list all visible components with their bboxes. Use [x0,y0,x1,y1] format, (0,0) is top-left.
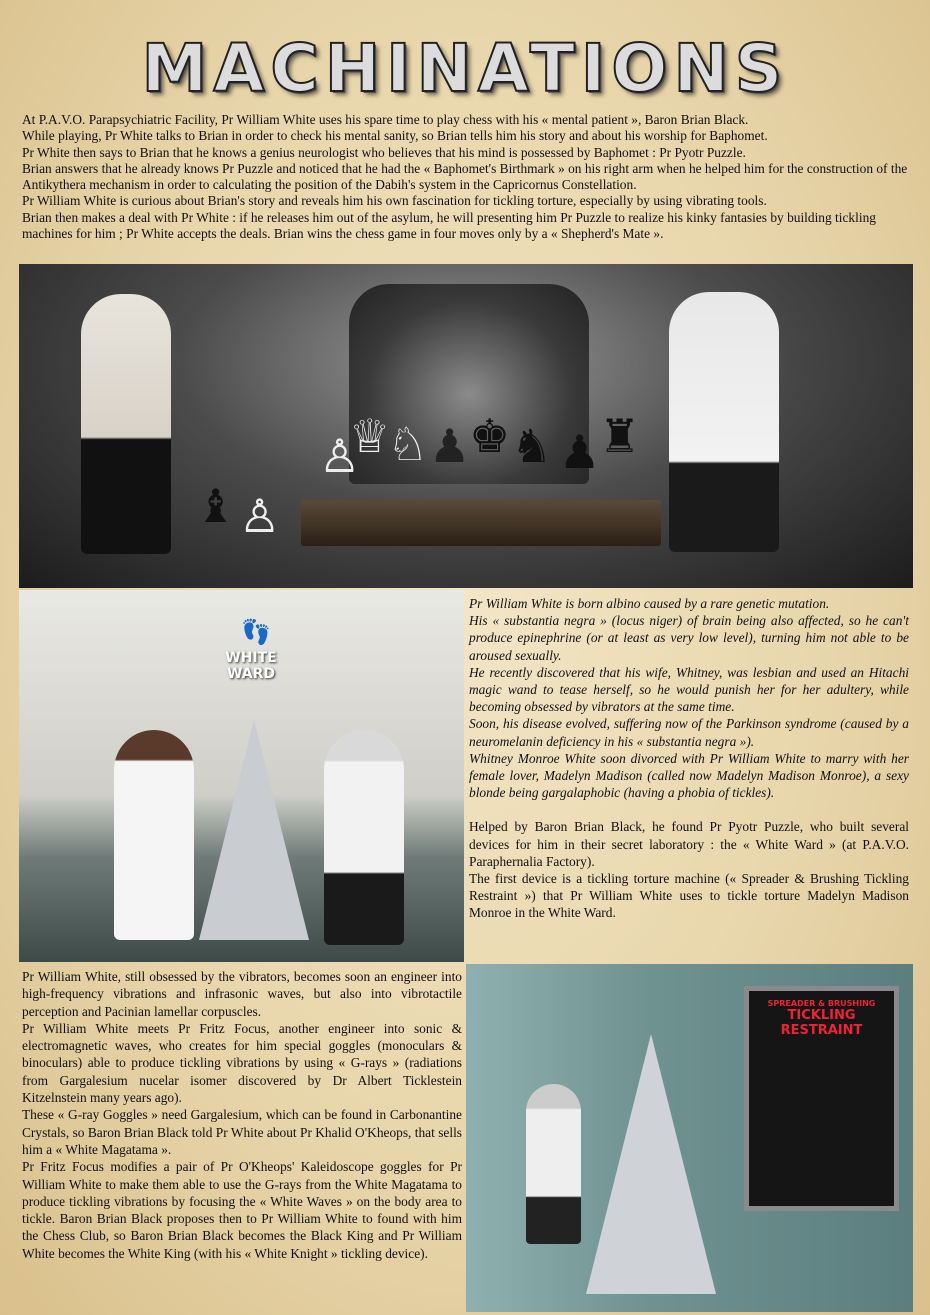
white-ward-sign: WHITE WARD [225,650,277,682]
chess-piece-icon: ♘ [387,419,429,470]
page-title: MACHINATIONS [141,30,789,107]
side-paragraph: Pr William White is born albino caused by a rare genetic mutation. [469,596,830,611]
bottom-paragraph: These « G-ray Goggles » need Gargalesium, which can be found in Carbonantine Crystals, so Baron Brian Black told Pr White about Pr Khalid O'Kheops, that sells him a « White Magatama ». [22,1107,462,1157]
chess-scene-image [19,264,913,588]
intro-paragraph: Pr William White is curious about Brian's story and reveals him his own fascination for tickling torture, especially by using vibrating tools. [22,193,767,209]
chess-piece-icon: ♙ [319,431,361,482]
bottom-paragraph: Pr William White, still obsessed by the vibrators, becomes soon an engineer into high-frequency vibrations and infrasonic waves, but also into vibrotactile perception and Pacinian lamellar corpuscles. [22,969,462,1019]
side-text [469,595,909,922]
white-ward-image [19,590,464,962]
chess-piece-icon: ♟ [429,421,471,472]
intro-paragraph: At P.A.V.O. Parapsychiatric Facility, Pr William White uses his spare time to play chess with his « mental patient », Baron Brian Black. [22,112,749,127]
professor-figure [526,1084,581,1244]
bottom-paragraph: Pr Fritz Focus modifies a pair of Pr O'Kheops' Kaleidoscope goggles for Pr William White to make them able to use the G-rays from the White Magatama to produce tickling vibrations by focusing the « White Waves » on the body area to tickle. Baron Brian Black proposes then to Pr William White to found with him the Chess Club, so Baron Brian Black becomes the Black King and Pr William White becomes the White King (with his « White Knight » tickling device). [22,1159,462,1261]
white-coat-figure [669,292,779,552]
side-paragraph: Helped by Baron Brian Black, he found Pr Pyotr Puzzle, who built several devices for him in their secret laboratory : the « White Ward » (at P.A.V.O. Paraphernalia Factory). [469,819,909,869]
restraint-poster [744,986,899,1211]
intro-paragraph: Brian answers that he already knows Pr Puzzle and noticed that he had the « Baphomet's Birthmark » on his right arm when he helped him for the construction of the Antikythera mechanism in order to calculating the position of the Dabih's system in the Capricornus Constellation. [22,160,908,193]
bottom-paragraph: Pr William White meets Pr Fritz Focus, another engineer into sonic & electromagnetic waves, who creates for him special goggles (monoculars & binoculars) able to produce tickling vibrations by using « G-rays » (radiations from Gargalesium nucelar isomer discovered by Dr Albert Ticklestein Kitzelnstein many years ago). [22,1020,462,1106]
side-paragraph: He recently discovered that his wife, Whitney, was lesbian and used an Hitachi magic wand to tease herself, so he would punish her for her adultery, while becoming obsessed by vibrators at the same time. [469,664,909,715]
straitjacket-figure [81,294,171,554]
side-paragraph: His « substantia negra » (locus niger) of brain being also affected, so he can't produce epinephrine (or at least as very low level), turning him not able to be aroused sexually. [469,613,909,663]
chess-piece-icon: ♕ [349,411,391,462]
chess-piece-icon: ♙ [239,491,281,542]
doctor-figure [114,730,194,940]
professor-figure [324,730,404,945]
intro-paragraph: While playing, Pr White talks to Brian in order to check his mental sanity, so Brian tells him his story and about his worship for Baphomet. [22,128,768,144]
chess-board [301,500,661,546]
restraint-machine [586,1034,716,1294]
side-paragraph: Soon, his disease evolved, suffering now of the Parkinson syndrome (caused by a neuromelanin deficiency in his « substantia negra »). [469,716,909,749]
foot-logo-icon: 👣 [241,620,271,646]
chess-piece-icon: ♜ [599,411,641,462]
restraint-machine [199,720,309,940]
intro-text [22,112,912,242]
restraint-image [466,964,913,1312]
poster-subtitle: SPREADER & BRUSHING [767,999,876,1008]
intro-paragraph: Brian then makes a deal with Pr White : if he releases him out of the asylum, he will presenting him Pr Puzzle to realize his kinky fantasies by building tickling machines for him ; Pr White accepts the deals. Brian wins the chess game in four moves only by a « Shepherd's Mate ». [22,209,876,242]
side-paragraph: The first device is a tickling torture machine (« Spreader & Brushing Tickling Restraint ») that Pr William White uses to tickle torture Madelyn Madison Monroe in the White Ward. [469,871,909,921]
chess-piece-icon: ♚ [469,411,511,462]
chess-piece-icon: ♟ [559,427,601,478]
intro-paragraph: Pr White then says to Brian that he knows a genius neurologist who believes that his mind is possessed by Baphomet : Pr Pyotr Puzzle. [22,144,746,160]
chess-piece-icon: ♞ [511,421,553,472]
bottom-text [22,968,462,1262]
side-paragraph: Whitney Monroe White soon divorced with Pr William White to marry with her female lover, Madelyn Madison (called now Madelyn Madison Monroe), a sexy blonde being gargalaphobic (having a phobia of tickles). [469,750,909,801]
poster-title: TICKLING RESTRAINT [780,1008,863,1038]
chess-piece-icon: ♝ [195,481,237,532]
